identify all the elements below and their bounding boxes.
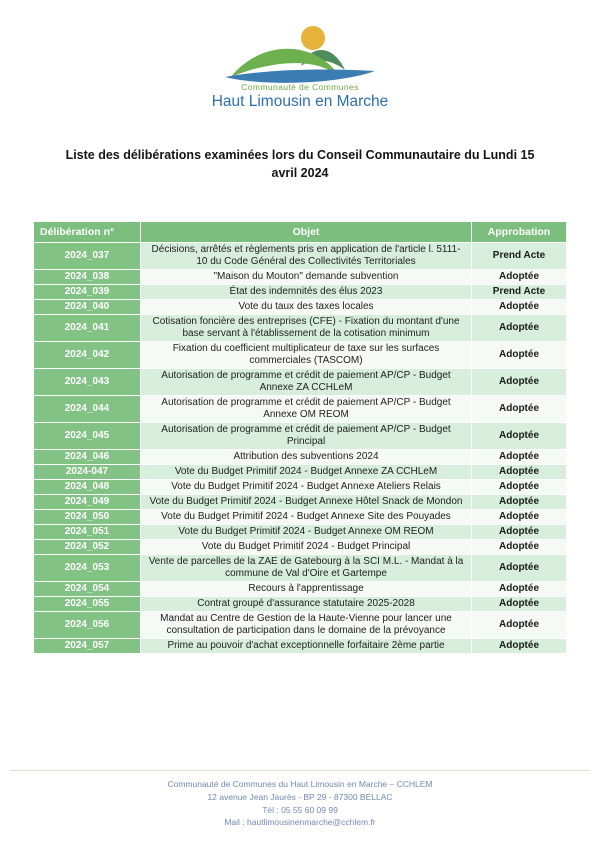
- objet-cell: Vote du Budget Primitif 2024 - Budget Annexe Site des Pouyades: [141, 510, 471, 524]
- approbation-cell: Adoptée: [472, 300, 566, 314]
- logo-title: Haut Limousin en Marche: [211, 93, 389, 110]
- deliberation-number-cell: 2024_039: [34, 285, 140, 299]
- approbation-cell: Adoptée: [472, 612, 566, 638]
- approbation-cell: Prend Acte: [472, 243, 566, 269]
- deliberation-number-cell: 2024_042: [34, 342, 140, 368]
- header-objet: Objet: [141, 222, 471, 242]
- deliberation-number-cell: 2024_048: [34, 480, 140, 494]
- deliberations-table: [33, 221, 567, 654]
- table-row: [34, 582, 566, 596]
- objet-cell: Vote du Budget Primitif 2024 - Budget Annexe OM REOM: [141, 525, 471, 539]
- deliberation-number-cell: 2024_056: [34, 612, 140, 638]
- approbation-cell: Adoptée: [472, 396, 566, 422]
- approbation-cell: Adoptée: [472, 369, 566, 395]
- document-title-line1: Liste des délibérations examinées lors du Conseil Communautaire du Lundi 15: [65, 148, 535, 162]
- objet-cell: Contrat groupé d'assurance statutaire 2025-2028: [141, 597, 471, 611]
- approbation-cell: Adoptée: [472, 315, 566, 341]
- objet-cell: Vote du Budget Primitif 2024 - Budget Annexe Hôtel Snack de Mondon: [141, 495, 471, 509]
- deliberation-number-cell: 2024_037: [34, 243, 140, 269]
- footer-address-line: 12 avenue Jean Jaurès - BP 29 - 87300 BELLAC: [207, 791, 393, 802]
- table-row: [34, 396, 566, 422]
- deliberation-number-cell: 2024_049: [34, 495, 140, 509]
- table-row: [34, 342, 566, 368]
- approbation-cell: Adoptée: [472, 495, 566, 509]
- objet-cell: Autorisation de programme et crédit de paiement AP/CP - Budget Principal: [141, 423, 471, 449]
- approbation-cell: Adoptée: [472, 450, 566, 464]
- approbation-cell: Adoptée: [472, 342, 566, 368]
- deliberation-number-cell: 2024_050: [34, 510, 140, 524]
- header-deliberation-number: Délibération n°: [34, 222, 140, 242]
- objet-cell: Autorisation de programme et crédit de paiement AP/CP - Budget Annexe ZA CCHLeM: [141, 369, 471, 395]
- document-title-line2: avril 2024: [271, 166, 329, 181]
- deliberations-table-header: [34, 222, 566, 242]
- river-icon: [225, 69, 375, 82]
- deliberation-number-cell: 2024_041: [34, 315, 140, 341]
- approbation-cell: Adoptée: [472, 525, 566, 539]
- deliberation-number-cell: 2024_043: [34, 369, 140, 395]
- deliberation-number-cell: 2024_046: [34, 450, 140, 464]
- objet-cell: Fixation du coefficient multiplicateur de taxe sur les surfaces commerciales (TASCOM): [141, 342, 471, 368]
- approbation-cell: Adoptée: [472, 555, 566, 581]
- objet-cell: Cotisation foncière des entreprises (CFE) - Fixation du montant d'une base servant à l'établissement de la cotisation minimum: [141, 315, 471, 341]
- table-row: [34, 423, 566, 449]
- cchlem-logo: [190, 24, 410, 111]
- deliberation-number-cell: 2024_053: [34, 555, 140, 581]
- approbation-cell: Adoptée: [472, 540, 566, 554]
- deliberation-number-cell: 2024_055: [34, 597, 140, 611]
- approbation-cell: Prend Acte: [472, 285, 566, 299]
- objet-cell: Attribution des subventions 2024: [141, 450, 471, 464]
- objet-cell: "Maison du Mouton" demande subvention: [141, 270, 471, 284]
- deliberation-number-cell: 2024-047: [34, 465, 140, 479]
- cchlem-logo-graphic: [213, 24, 388, 86]
- approbation-cell: Adoptée: [472, 510, 566, 524]
- objet-cell: Recours à l'apprentissage: [141, 582, 471, 596]
- approbation-cell: Adoptée: [472, 423, 566, 449]
- table-row: [34, 555, 566, 581]
- approbation-cell: Adoptée: [472, 582, 566, 596]
- objet-cell: Vote du Budget Primitif 2024 - Budget Annexe Ateliers Relais: [141, 480, 471, 494]
- footer-phone-line: Tél : 05 55 60 09 99: [262, 804, 338, 815]
- approbation-cell: Adoptée: [472, 270, 566, 284]
- deliberation-number-cell: 2024_052: [34, 540, 140, 554]
- deliberations-table-body: [34, 243, 566, 653]
- footer-divider: [10, 770, 590, 771]
- objet-cell: Vote du Budget Primitif 2024 - Budget Annexe ZA CCHLeM: [141, 465, 471, 479]
- table-row: [34, 285, 566, 299]
- table-row: [34, 510, 566, 524]
- objet-cell: Prime au pouvoir d'achat exceptionnelle forfaitaire 2ème partie: [141, 639, 471, 653]
- objet-cell: État des indemnités des élus 2023: [141, 285, 471, 299]
- sun-icon: [301, 26, 325, 50]
- objet-cell: Vote du Budget Primitif 2024 - Budget Principal: [141, 540, 471, 554]
- table-row: [34, 369, 566, 395]
- objet-cell: Autorisation de programme et crédit de paiement AP/CP - Budget Annexe OM REOM: [141, 396, 471, 422]
- table-row: [34, 540, 566, 554]
- objet-cell: Vote du taux des taxes locales: [141, 300, 471, 314]
- table-row: [34, 612, 566, 638]
- header-approbation: Approbation: [472, 222, 566, 242]
- table-row: [34, 525, 566, 539]
- table-row: [34, 300, 566, 314]
- deliberation-number-cell: 2024_054: [34, 582, 140, 596]
- deliberation-number-cell: 2024_051: [34, 525, 140, 539]
- deliberation-number-cell: 2024_040: [34, 300, 140, 314]
- deliberation-number-cell: 2024_057: [34, 639, 140, 653]
- deliberation-number-cell: 2024_044: [34, 396, 140, 422]
- logo-subtitle: Communauté de Communes: [241, 82, 359, 92]
- table-row: [34, 597, 566, 611]
- approbation-cell: Adoptée: [472, 597, 566, 611]
- approbation-cell: Adoptée: [472, 465, 566, 479]
- footer-mail-line: Mail : hautlimousinenmarche@cchlem.fr: [224, 817, 376, 828]
- table-row: [34, 465, 566, 479]
- deliberation-number-cell: 2024_038: [34, 270, 140, 284]
- table-row: [34, 315, 566, 341]
- objet-cell: Vente de parcelles de la ZAE de Gatebourg à la SCI M.L. - Mandat à la commune de Val d'Oire et Gartempe: [141, 555, 471, 581]
- header-row: [34, 222, 566, 242]
- table-row: [34, 243, 566, 269]
- approbation-cell: Adoptée: [472, 639, 566, 653]
- table-row: [34, 270, 566, 284]
- approbation-cell: Adoptée: [472, 480, 566, 494]
- table-row: [34, 450, 566, 464]
- footer-org-line: Communauté de Communes du Haut Limousin en Marche – CCHLEM: [167, 779, 433, 789]
- document-title: [40, 146, 560, 182]
- footer: [0, 778, 600, 829]
- table-row: [34, 495, 566, 509]
- objet-cell: Mandat au Centre de Gestion de la Haute-Vienne pour lancer une consultation de participation dans le domaine de la prévoyance: [141, 612, 471, 638]
- table-row: [34, 639, 566, 653]
- table-row: [34, 480, 566, 494]
- objet-cell: Décisions, arrêtés et règlements pris en application de l'article l. 5111-10 du Code Général des Collectivités Territoriales: [141, 243, 471, 269]
- deliberation-number-cell: 2024_045: [34, 423, 140, 449]
